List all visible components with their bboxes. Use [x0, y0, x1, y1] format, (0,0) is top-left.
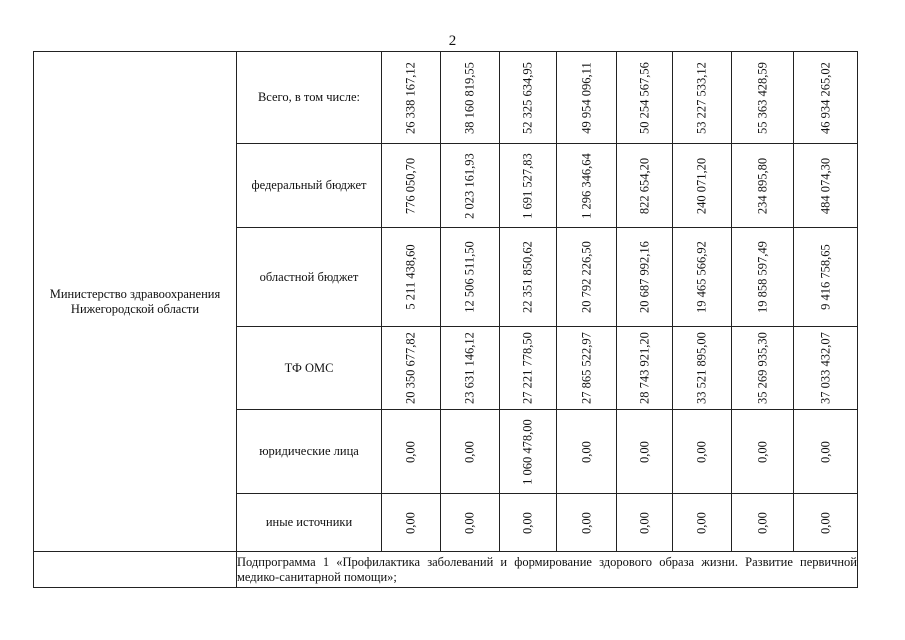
- value-cell: [382, 494, 441, 552]
- value-cell: [673, 327, 732, 410]
- value-cell: [557, 327, 617, 410]
- value-text: 28 743 921,20: [637, 332, 651, 404]
- value-cell: [673, 410, 732, 494]
- value-text: 0,00: [694, 511, 709, 534]
- funding-source-label: областной бюджет: [237, 228, 382, 327]
- value-text: 33 521 895,00: [694, 332, 709, 404]
- value-cell: [382, 228, 441, 327]
- value-cell: [382, 144, 441, 228]
- value-text: 20 687 992,16: [637, 241, 651, 313]
- value-cell: [794, 327, 858, 410]
- value-cell: [441, 410, 500, 494]
- value-cell: [500, 494, 557, 552]
- value-text: 19 858 597,49: [755, 241, 769, 313]
- value-text: 0,00: [637, 511, 651, 534]
- value-text: 0,00: [403, 511, 418, 534]
- value-text: 0,00: [694, 440, 709, 463]
- value-text: 0,00: [462, 511, 477, 534]
- value-text: 55 363 428,59: [755, 61, 769, 134]
- value-cell: [557, 144, 617, 228]
- table-row: [34, 52, 858, 144]
- value-text: 50 254 567,56: [637, 61, 651, 134]
- funding-source-label: ТФ ОМС: [237, 327, 382, 410]
- value-cell: [617, 228, 673, 327]
- value-text: 20 350 677,82: [403, 332, 418, 404]
- value-cell: [732, 410, 794, 494]
- value-cell: [673, 52, 732, 144]
- value-text: 0,00: [818, 440, 832, 463]
- value-text: 1 296 346,64: [579, 152, 593, 219]
- value-cell: [441, 144, 500, 228]
- value-text: 0,00: [579, 440, 593, 463]
- value-text: 53 227 533,12: [694, 61, 709, 134]
- value-cell: [794, 494, 858, 552]
- value-text: 484 074,30: [818, 157, 832, 214]
- value-text: 9 416 758,65: [818, 244, 832, 310]
- value-cell: [500, 144, 557, 228]
- value-cell: [794, 52, 858, 144]
- value-cell: [617, 144, 673, 228]
- value-cell: [732, 144, 794, 228]
- value-text: 22 351 850,62: [520, 241, 535, 313]
- value-cell: [673, 228, 732, 327]
- value-cell: [732, 327, 794, 410]
- funding-source-label: федеральный бюджет: [237, 144, 382, 228]
- page-number: 2: [448, 33, 457, 49]
- value-cell: [441, 327, 500, 410]
- value-cell: [441, 52, 500, 144]
- funding-source-label: Всего, в том числе:: [237, 52, 382, 144]
- value-cell: [617, 494, 673, 552]
- value-text: 776 050,70: [403, 157, 418, 214]
- value-cell: [732, 228, 794, 327]
- value-text: 49 954 096,11: [579, 61, 593, 134]
- value-text: 1 691 527,83: [520, 152, 535, 219]
- value-cell: [794, 144, 858, 228]
- value-text: 2 023 161,93: [462, 152, 477, 219]
- value-text: 822 654,20: [637, 157, 651, 214]
- value-text: 0,00: [755, 440, 769, 463]
- value-text: 0,00: [520, 511, 535, 534]
- budget-table: [33, 51, 858, 588]
- subprogram-row: [34, 552, 858, 588]
- value-cell: [732, 494, 794, 552]
- value-cell: [382, 410, 441, 494]
- value-text: 0,00: [755, 511, 769, 534]
- funding-source-label: иные источники: [237, 494, 382, 552]
- value-cell: [500, 228, 557, 327]
- value-text: 0,00: [818, 511, 832, 534]
- value-cell: [382, 327, 441, 410]
- value-cell: [617, 410, 673, 494]
- value-text: 23 631 146,12: [462, 332, 477, 404]
- value-cell: [617, 52, 673, 144]
- empty-cell: [34, 552, 237, 588]
- value-text: 52 325 634,95: [520, 61, 535, 134]
- value-text: 12 506 511,50: [462, 241, 477, 313]
- value-cell: [500, 327, 557, 410]
- value-text: 27 221 778,50: [520, 332, 535, 404]
- value-cell: [557, 494, 617, 552]
- value-text: 0,00: [462, 440, 477, 463]
- value-cell: [382, 52, 441, 144]
- value-cell: [673, 494, 732, 552]
- value-cell: [441, 228, 500, 327]
- value-text: 0,00: [637, 440, 651, 463]
- value-cell: [794, 228, 858, 327]
- value-text: 46 934 265,02: [818, 61, 832, 134]
- organization-cell: Министерство здравоохранения Нижегородской области: [34, 52, 237, 552]
- value-text: 37 033 432,07: [818, 332, 832, 404]
- value-cell: [500, 410, 557, 494]
- value-cell: [500, 52, 557, 144]
- value-text: 1 060 478,00: [520, 418, 535, 485]
- value-cell: [557, 410, 617, 494]
- value-cell: [732, 52, 794, 144]
- value-cell: [557, 52, 617, 144]
- value-text: 240 071,20: [694, 157, 709, 214]
- value-text: 0,00: [579, 511, 593, 534]
- value-cell: [557, 228, 617, 327]
- value-text: 20 792 226,50: [579, 241, 593, 313]
- value-text: 27 865 522,97: [579, 332, 593, 404]
- value-text: 26 338 167,12: [403, 61, 418, 134]
- value-text: 234 895,80: [755, 157, 769, 214]
- value-cell: [673, 144, 732, 228]
- funding-source-label: юридические лица: [237, 410, 382, 494]
- value-text: 5 211 438,60: [403, 244, 418, 310]
- value-cell: [617, 327, 673, 410]
- value-cell: [794, 410, 858, 494]
- value-text: 19 465 566,92: [694, 241, 709, 313]
- value-text: 38 160 819,55: [462, 61, 477, 134]
- value-cell: [441, 494, 500, 552]
- value-text: 35 269 935,30: [755, 332, 769, 404]
- value-text: 0,00: [403, 440, 418, 463]
- subprogram-note: Подпрограмма 1 «Профилактика заболеваний и формирование здорового образа жизни. Развитие первичной медико-санитарной помощи»;: [237, 552, 858, 588]
